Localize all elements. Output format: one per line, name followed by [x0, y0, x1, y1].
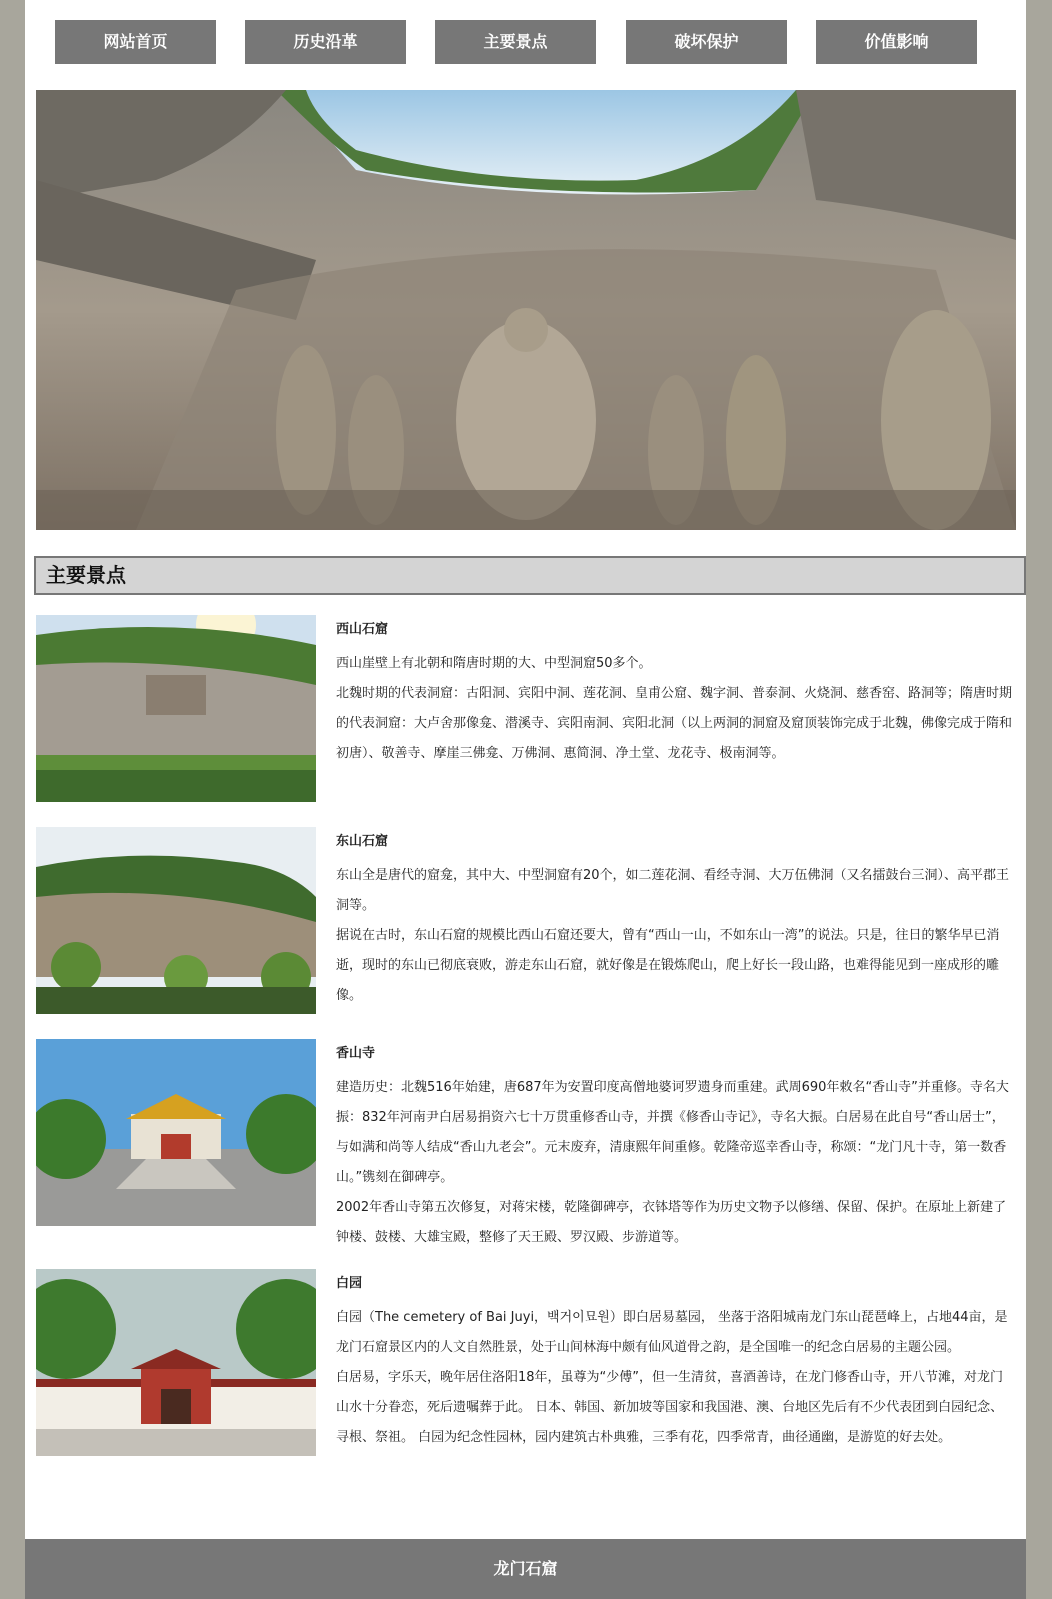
hero-image-grottoes [36, 90, 1016, 530]
section-title: 主要景点 [34, 556, 1026, 595]
spot-image-east-hill [36, 827, 316, 1014]
nav-value[interactable]: 价值影响 [816, 20, 977, 64]
spot-image-west-hill [36, 615, 316, 802]
spot-paragraph: 北魏时期的代表洞窟：古阳洞、宾阳中洞、莲花洞、皇甫公窟、魏字洞、普泰洞、火烧洞、慈香窑、路洞等；隋唐时期的代表洞窟：大卢舍那像龛、潜溪寺、宾阳南洞、宾阳北洞（以上两洞的洞窟及窟顶装饰完成于北魏，佛像完成于隋和初唐）、敬善寺、摩崖三佛龛、万佛洞、惠简洞、净土堂、龙花寺、极南洞等。 [336, 686, 1013, 761]
spot-name: 白园 [336, 1276, 363, 1291]
spot-text [336, 827, 1013, 1011]
top-nav [55, 20, 985, 64]
spot-text [336, 1269, 1013, 1453]
spot-paragraph: 东山全是唐代的窟龛，其中大、中型洞窟有20个，如二莲花洞、看经寺洞、大万伍佛洞（又名擂鼓台三洞）、高平郡王洞等。 [336, 868, 1010, 913]
spot-paragraph: 白居易，字乐天，晚年居住洛阳18年，虽尊为“少傅”，但一生清贫，喜酒善诗，在龙门修香山寺，开八节滩，对龙门山水十分眷恋，死后遗嘱葬于此。 日本、韩国、新加坡等国家和我国港、澳、台地区先后有不少代表团到白园纪念、寻根、祭祖。 白园为纪念性园林，园内建筑古朴典雅，三季有花，四季常青，曲径通幽，是游览的好去处。 [336, 1370, 1004, 1445]
footer: 龙门石窟 [25, 1539, 1026, 1599]
spot-paragraph: 西山崖壁上有北朝和隋唐时期的大、中型洞窟50多个。 [336, 656, 652, 671]
spot-paragraph: 白园（The cemetery of Bai Juyi，백거이묘원）即白居易墓园， 坐落于洛阳城南龙门东山琵琶峰上，占地44亩，是龙门石窟景区内的人文自然胜景，处于山间林海中颇有仙风道骨之韵，是全国唯一的纪念白居易的主题公园。 [336, 1310, 1008, 1355]
spot-name: 香山寺 [336, 1046, 376, 1061]
nav-protection[interactable]: 破坏保护 [626, 20, 787, 64]
spot-image-xiangshan-temple [36, 1039, 316, 1226]
spot-paragraph: 建造历史：北魏516年始建，唐687年为安置印度高僧地婆诃罗遗身而重建。武周690年敕名“香山寺”并重修。寺名大振：832年河南尹白居易捐资六七十万贯重修香山寺，并撰《修香山寺记》，寺名大振。白居易在此自号“香山居士”，与如满和尚等人结成“香山九老会”。元末废弃，清康熙年间重修。乾隆帝巡幸香山寺，称颂：“龙门凡十寺，第一数香山。”镌刻在御碑亭。 [336, 1080, 1009, 1185]
nav-attractions[interactable]: 主要景点 [435, 20, 596, 64]
spot-image-bai-garden [36, 1269, 316, 1456]
nav-home[interactable]: 网站首页 [55, 20, 216, 64]
spot-text [336, 615, 1013, 769]
spot-text [336, 1039, 1013, 1253]
spot-name: 西山石窟 [336, 622, 389, 637]
spot-name: 东山石窟 [336, 834, 389, 849]
page [25, 0, 1026, 1599]
spot-paragraph: 2002年香山寺第五次修复，对蒋宋楼，乾隆御碑亭，衣钵塔等作为历史文物予以修缮、保留、保护。在原址上新建了钟楼、鼓楼、大雄宝殿，整修了天王殿、罗汉殿、步游道等。 [336, 1200, 1007, 1245]
spot-paragraph: 据说在古时，东山石窟的规模比西山石窟还要大，曾有“西山一山，不如东山一湾”的说法。只是，往日的繁华早已消逝，现时的东山已彻底衰败，游走东山石窟，就好像是在锻炼爬山，爬上好长一段山路，也难得能见到一座成形的雕像。 [336, 928, 1000, 1003]
nav-history[interactable]: 历史沿革 [245, 20, 406, 64]
